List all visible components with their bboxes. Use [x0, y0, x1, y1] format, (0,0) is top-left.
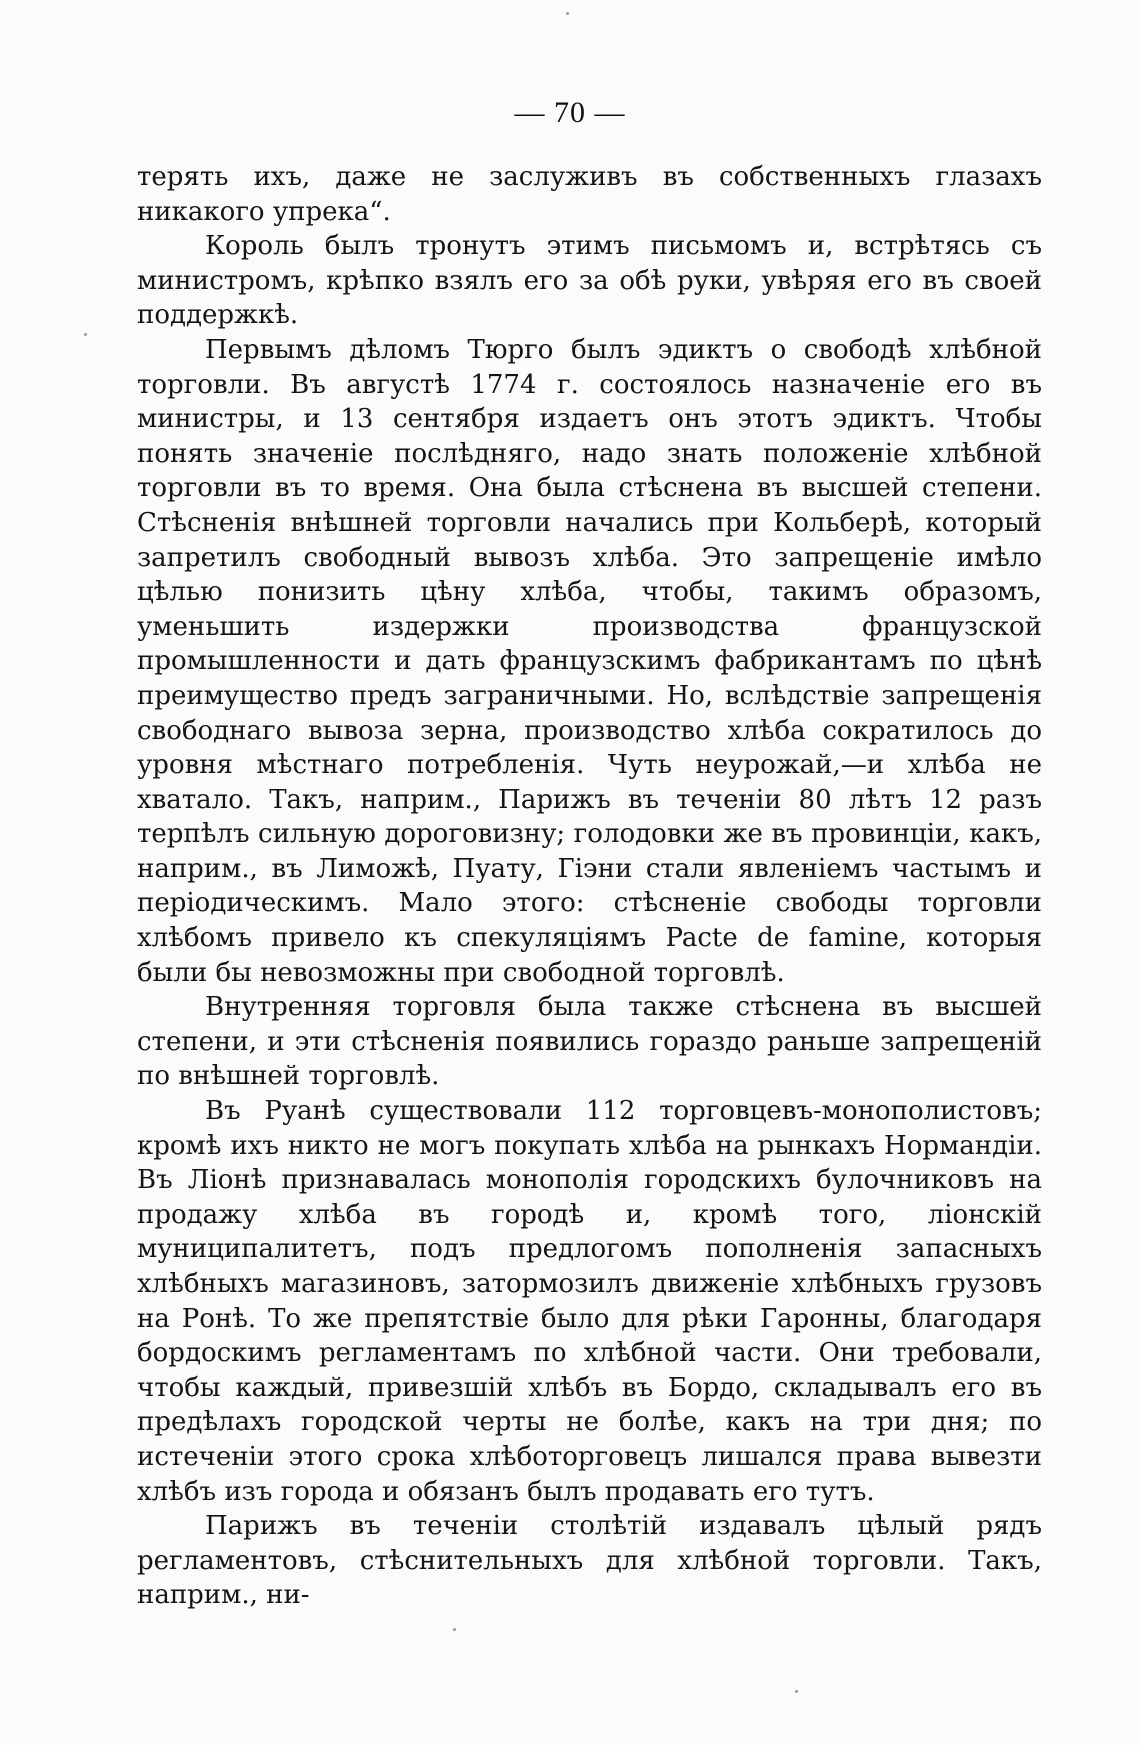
paragraph-internal-trade: Внутренняя торговля была также стѣснена въ высшей степени, и эти стѣсненія появились гораздо раньше запрещеній по внѣшней торговлѣ. — [137, 992, 1042, 1092]
paper-speck — [453, 1628, 456, 1631]
paragraph-edict: Первымъ дѣломъ Тюрго былъ эдиктъ о свободѣ хлѣбной торговли. Въ августѣ 1774 г. состоялось назначеніе его въ министры, и 13 сентября издаетъ онъ этотъ эдиктъ. Чтобы понять значеніе послѣдняго, надо знать положеніе хлѣбной торговли въ то время. Она была стѣснена въ высшей степени. Стѣсненія внѣшней торговли начались при Кольберѣ, который запретилъ свободный вывозъ хлѣба. Это запрещеніе имѣло цѣлью понизить цѣну хлѣба, чтобы, такимъ образомъ, уменьшить издержки производства французской промышленности и дать французскимъ фабрикантамъ по цѣнѣ преимущество предъ заграничными. Но, вслѣдствіе запрещенія свободнаго вывоза зерна, производство хлѣба сократилось до уровня мѣстнаго потребленія. Чуть неурожай,—и хлѣба не хватало. Такъ, наприм., Парижъ въ теченіи 80 лѣтъ 12 разъ терпѣлъ сильную дороговизну; голодовки же въ провинціи, какъ, наприм., въ Лиможѣ, Пуату, Гіэни стали явленіемъ частымъ и періодическимъ. Мало этого: стѣсненіе свободы торговли хлѣбомъ привело къ спекуляціямъ Pacte de famine, которыя были бы невозможны при свободной торговлѣ. — [137, 334, 1042, 988]
paper-speck — [566, 12, 569, 15]
paragraph-king: Король былъ тронутъ этимъ письмомъ и, встрѣтясь съ министромъ, крѣпко взялъ его за обѣ руки, увѣряя его въ своей поддержкѣ. — [137, 231, 1042, 331]
paper-speck — [84, 333, 87, 336]
paragraph-rouen-lyon: Въ Руанѣ существовали 112 торговцевъ-монополистовъ; кромѣ ихъ никто не могъ покупать хлѣба на рынкахъ Нормандіи. Въ Ліонѣ признавалась монополія городскихъ булочниковъ на продажу хлѣба въ городѣ и, кромѣ того, ліонскій муниципалитетъ, подъ предлогомъ пополненія запасныхъ хлѣбныхъ магазиновъ, затормозилъ движеніе хлѣбныхъ грузовъ на Ронѣ. То же препятствіе было для рѣки Гаронны, благодаря бордоскимъ регламентамъ по хлѣбной части. Они требовали, чтобы каждый, привезшій хлѣбъ въ Бордо, складывалъ его въ предѣлахъ городской черты не болѣе, какъ на три дня; по истеченіи этого срока хлѣботорговецъ лишался права вывезти хлѣбъ изъ города и обязанъ былъ продавать его тутъ. — [137, 1096, 1042, 1507]
page-number: — 70 — — [514, 96, 626, 129]
body-text — [137, 160, 1042, 1613]
paragraph-continuation: терять ихъ, даже не заслуживъ въ собственныхъ глазахъ никакого упрека“. — [137, 162, 1042, 227]
paper-speck — [795, 1690, 798, 1693]
paragraph-paris: Парижъ въ теченіи столѣтій издавалъ цѣлый рядъ регламентовъ, стѣснительныхъ для хлѣбной торговли. Такъ, наприм., ни- — [137, 1511, 1042, 1611]
